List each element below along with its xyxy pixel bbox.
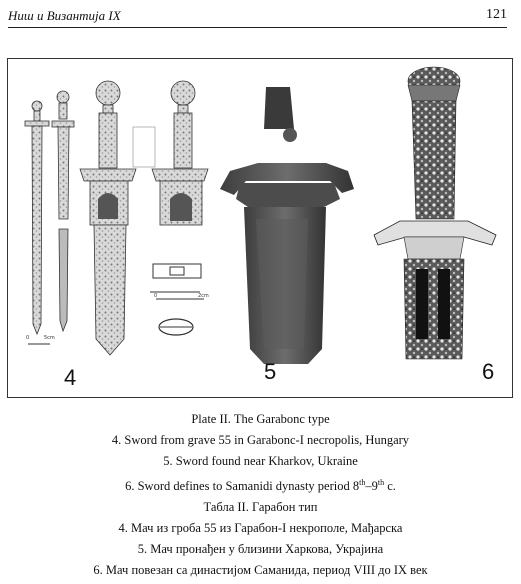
scale-label: 0: [154, 293, 158, 299]
scale-label: 0: [26, 335, 30, 341]
figure-captions: [0, 409, 521, 581]
sword-drawing-hilt-b: [152, 81, 208, 225]
plate-figure: [7, 58, 513, 398]
sword-drawing-small: [25, 101, 49, 334]
figure-label-6: 6: [482, 359, 495, 384]
header-rule: [8, 27, 507, 28]
caption-line-5-sr: 5. Мач пронађен у близини Харкова, Украјина: [137, 542, 384, 557]
sword-drawing-hilt-a: [80, 81, 136, 355]
scale-label: 2cm: [198, 293, 209, 299]
caption-line-4-en: 4. Sword from grave 55 in Garabonc-I necropolis, Hungary: [111, 433, 410, 447]
scale-label: 5cm: [44, 335, 55, 341]
caption-plate-title-sr: Табла II. Гарабон тип: [203, 500, 318, 515]
caption-line-6-sr: 6. Мач повезан са династијом Саманида, период VIII до IX век: [93, 563, 428, 578]
figure-label-4: 4: [64, 365, 77, 390]
figure-label-5: 5: [264, 359, 277, 384]
caption-line-4-sr: 4. Мач из гроба 55 из Гарабон-I некрополе, Мађарска: [118, 521, 403, 536]
page-header: [8, 8, 507, 30]
caption-plate-title-en: Plate II. The Garabonc type: [191, 412, 330, 426]
caption-line-6-en: 6. Sword defines to Samanidi dynasty period 8th–9th c.: [125, 478, 396, 494]
caption-line-5-en: 5. Sword found near Kharkov, Ukraine: [163, 454, 358, 468]
running-title: Ниш и Византија IX: [8, 8, 121, 23]
plate-illustration: [8, 59, 513, 398]
sword-photo-kharkov: [220, 87, 354, 364]
page-number: 121: [486, 7, 507, 22]
sword-photo-samanid: [374, 67, 496, 359]
sword-drawing-scabbard: [52, 91, 74, 331]
